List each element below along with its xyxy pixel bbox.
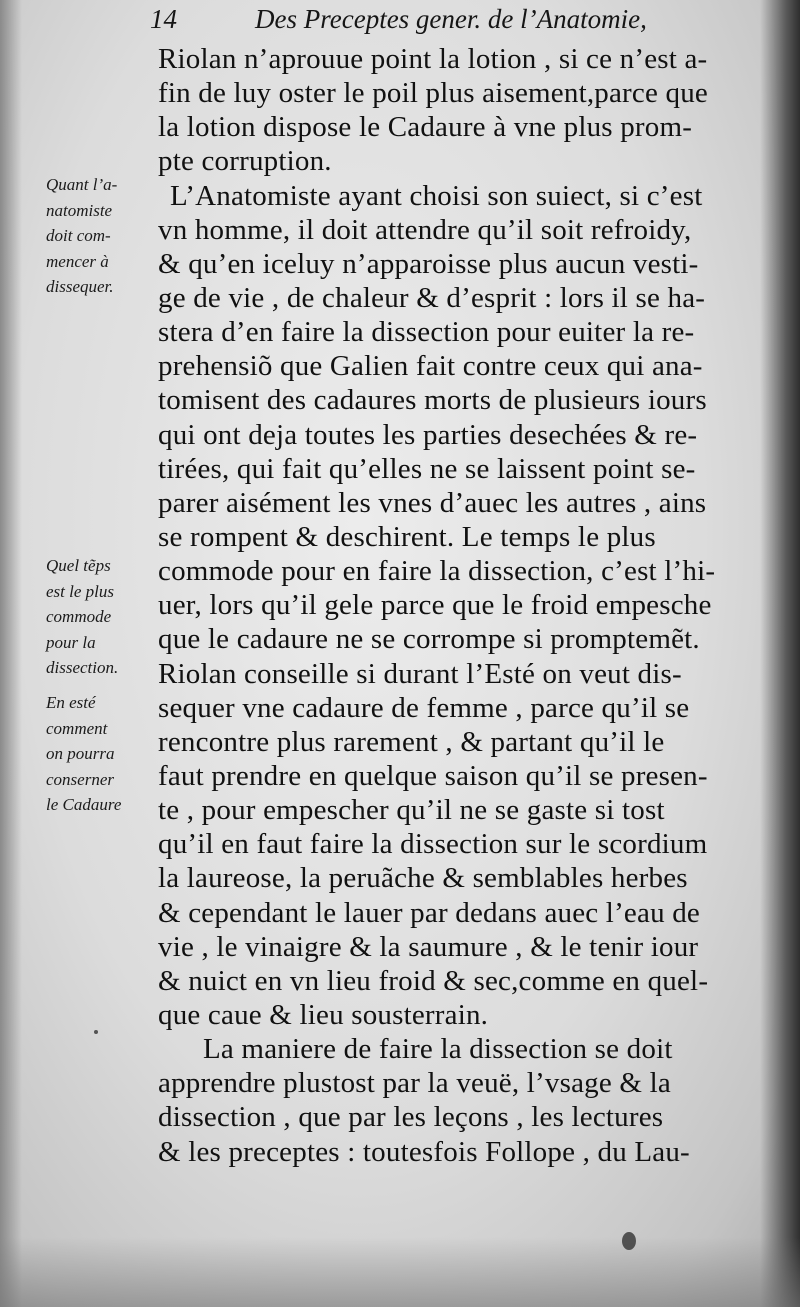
ink-blot (622, 1232, 636, 1250)
text-line: que caue & lieu sousterrain. (158, 998, 489, 1031)
margin-note-line: est le plus (46, 581, 114, 601)
ink-speck (94, 1030, 98, 1034)
margin-note-line: le Cadaure (46, 795, 122, 814)
text-line: tomisent des cadaures morts de plusieurs iours (158, 384, 707, 417)
paragraph-start-line: La maniere de faire la dissection se doit (203, 1033, 673, 1066)
page-shadow-bottom (0, 1237, 800, 1307)
text-line: pte corruption. (158, 145, 332, 178)
margin-note-line: conserner (46, 769, 114, 789)
text-line: faut prendre en quelque saison qu’il se presen- (158, 759, 708, 792)
text-line: vn homme, il doit attendre qu’il soit refroidy, (158, 213, 692, 246)
text-line: & nuict en vn lieu froid & sec,comme en quel- (158, 964, 709, 997)
text-line: Riolan n’aprouue point la lotion , si ce n’est a- (158, 43, 708, 75)
text-line: vie , le vinaigre & la saumure , & le tenir iour (158, 930, 699, 963)
margin-note-line: doit com- (46, 226, 111, 245)
text-line: stera d’en faire la dissection pour euiter la re- (158, 316, 695, 349)
text-line: qui ont deja toutes les parties desechées & re- (158, 418, 698, 451)
margin-note-line: dissection. (46, 658, 119, 677)
margin-note-line: Quel tẽps (46, 556, 111, 575)
text-line: & qu’en iceluy n’apparoisse plus aucun vesti- (158, 247, 699, 280)
text-line: se rompent & deschirent. Le temps le plus (158, 520, 656, 553)
page-shadow-left (0, 0, 22, 1307)
text-line: uer, lors qu’il gele parce que le froid empesche (158, 589, 712, 622)
text-line: parer aisément les vnes d’auec les autres , ains (158, 486, 707, 519)
page-number: 14 (150, 4, 177, 34)
margin-note-line: on pourra (46, 744, 115, 763)
margin-note-line: commode (46, 607, 112, 626)
text-line: & les preceptes : toutesfois Follope , du Lau- (158, 1135, 690, 1168)
text-line: rencontre plus rarement , & partant qu’il le (158, 725, 665, 758)
running-header (150, 4, 750, 44)
text-line: la lotion dispose le Cadaure à vne plus prom- (158, 111, 693, 144)
text-line: que le cadaure ne se corrompe si promptemẽt. (158, 623, 700, 656)
margin-note-line: Quant l’a- (46, 175, 118, 194)
margin-note-summer-preservation (46, 690, 158, 818)
main-text-column (158, 42, 768, 1169)
text-line: la laureose, la peruãche & semblables herbes (158, 862, 688, 895)
text-line: commode pour en faire la dissection, c’est l’hi- (158, 555, 716, 588)
margin-note-line: dissequer. (46, 277, 114, 296)
margin-note-when-to-dissect (46, 172, 158, 300)
margin-note-line: mencer à (46, 251, 109, 271)
margin-note-line: En esté (46, 693, 96, 712)
running-title: Des Preceptes gener. de l’Anatomie, (255, 4, 647, 34)
text-line: dissection , que par les leçons , les lectures (158, 1101, 664, 1134)
text-line: prehensiõ que Galien fait contre ceux qui ana- (158, 350, 703, 383)
text-line: & cependant le lauer par dedans auec l’eau de (158, 896, 700, 929)
text-line: tirées, qui fait qu’elles ne se laissent point se- (158, 452, 696, 485)
text-line: qu’il en faut faire la dissection sur le scordium (158, 828, 708, 861)
margin-note-line: comment (46, 718, 108, 738)
text-line: fin de luy oster le poil plus aisement,parce que (158, 77, 708, 110)
text-line: sequer vne cadaure de femme , parce qu’il se (158, 691, 690, 724)
text-line: ge de vie , de chaleur & d’esprit : lors il se ha- (158, 281, 706, 314)
margin-note-best-season (46, 553, 158, 681)
paragraph-start-line: L’Anatomiste ayant choisi son suiect, si c’est (170, 179, 703, 212)
text-line: apprendre plustost par la veuë, l’vsage & la (158, 1067, 671, 1100)
margin-note-line: pour la (46, 632, 96, 652)
text-line: Riolan conseille si durant l’Esté on veut dis- (158, 657, 682, 690)
margin-note-line: natomiste (46, 200, 113, 220)
text-line: te , pour empescher qu’il ne se gaste si tost (158, 794, 665, 827)
